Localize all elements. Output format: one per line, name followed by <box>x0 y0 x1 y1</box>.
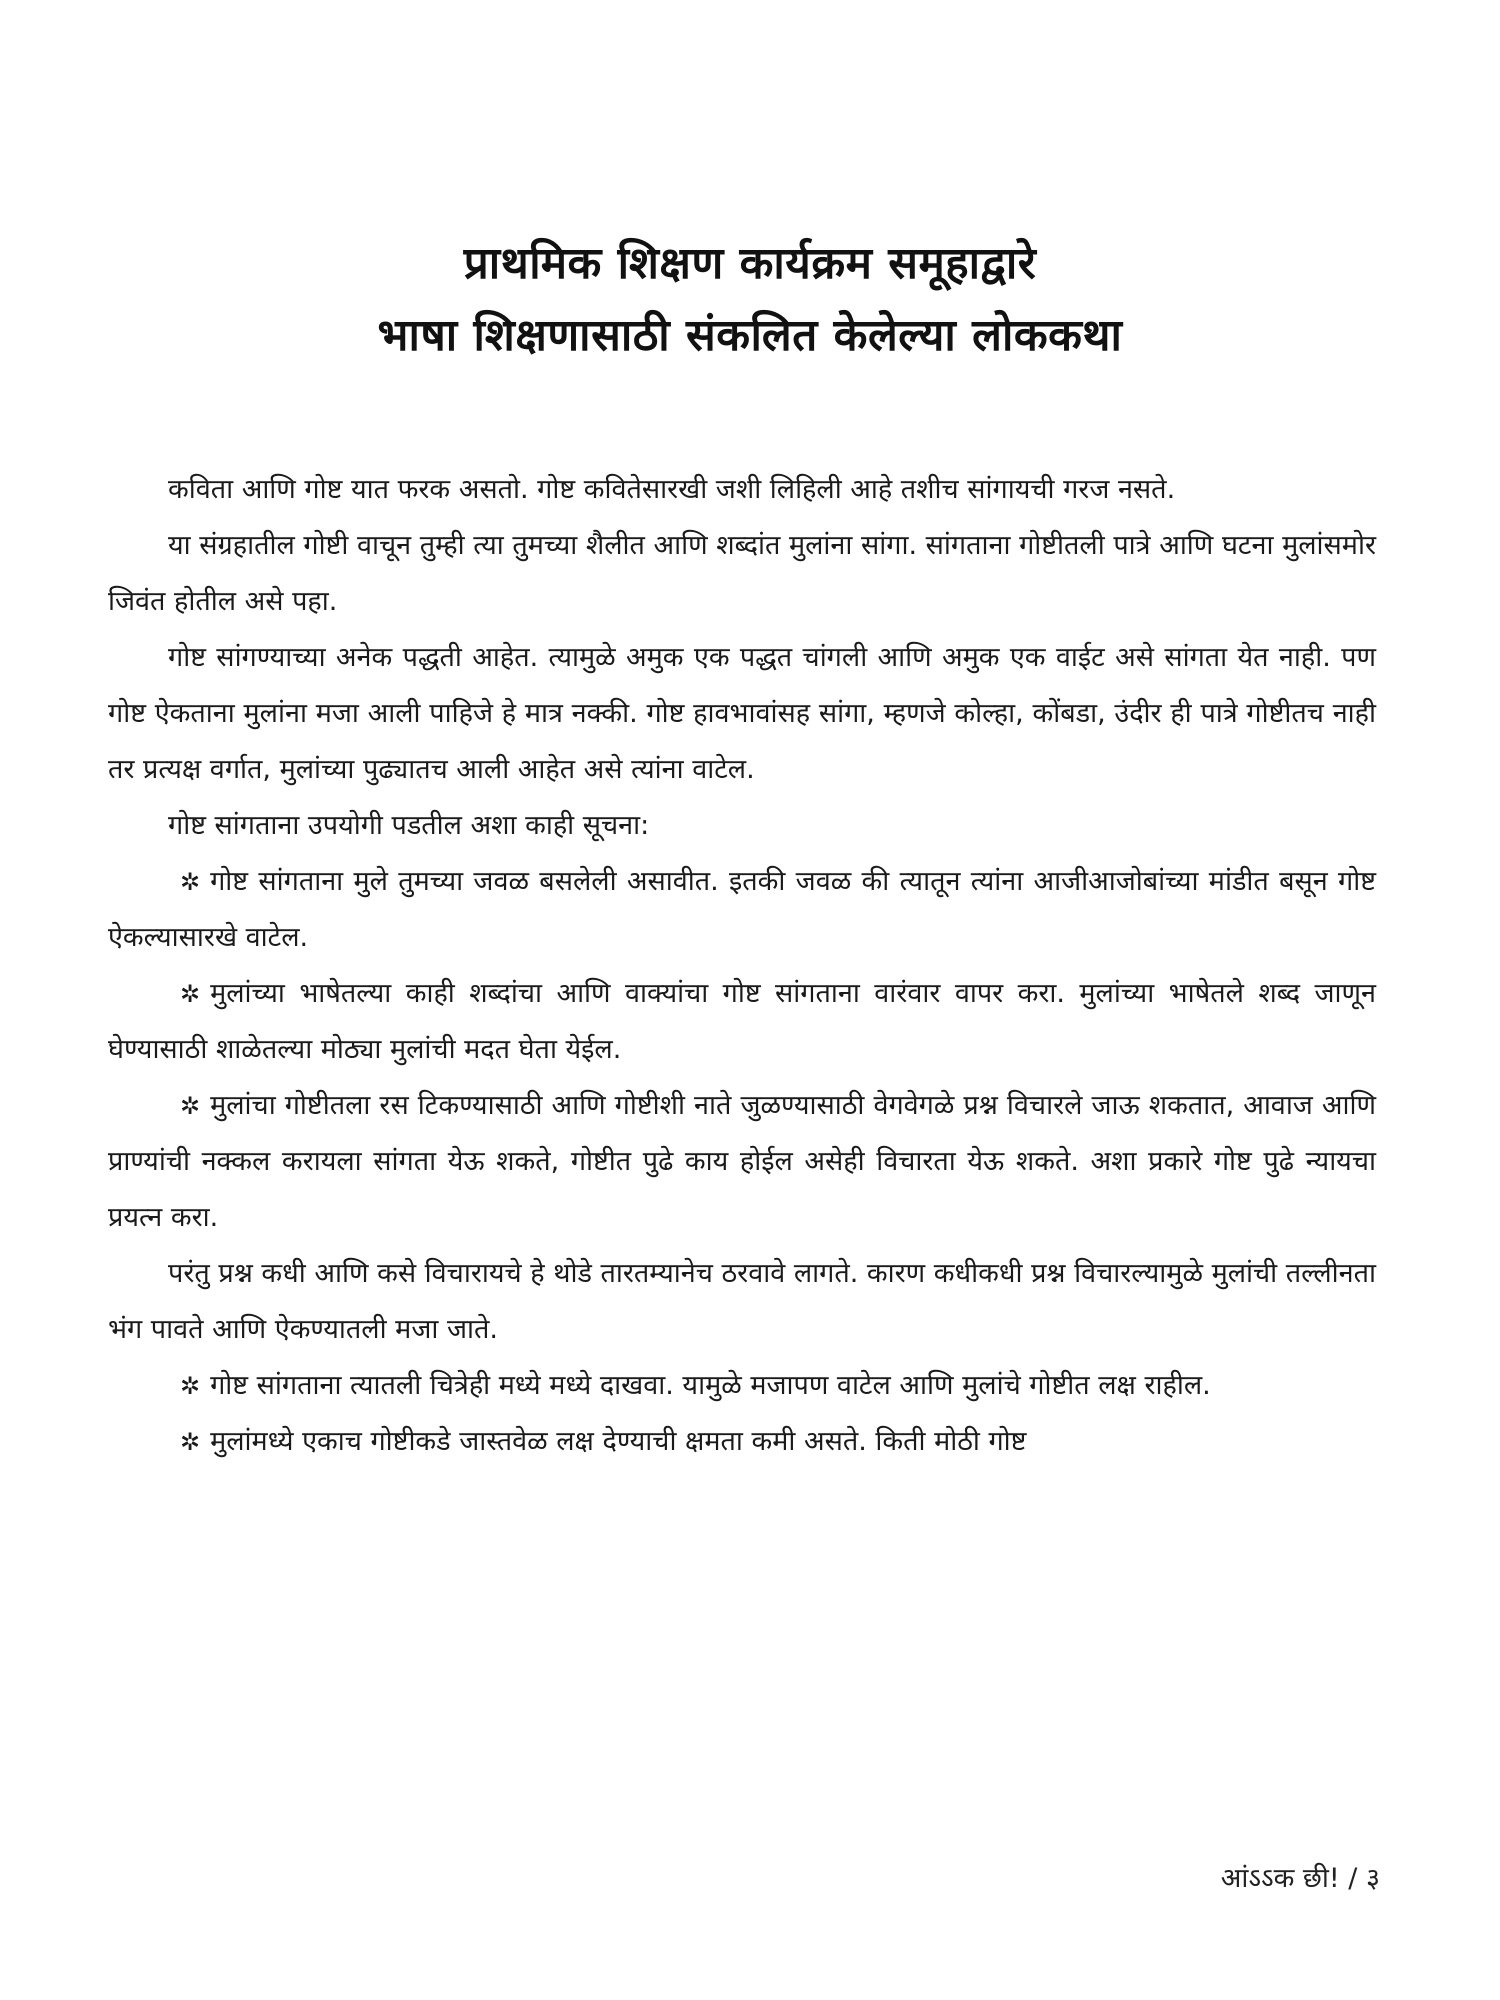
title-line-2: भाषा शिक्षणासाठी संकलित केलेल्या लोककथा <box>377 310 1123 361</box>
asterisk-bullet-icon: ✲ <box>180 1092 201 1120</box>
bullet-paragraph: ✲ गोष्ट सांगताना मुले तुमच्या जवळ बसलेली असावीत. इतकी जवळ की त्यातून त्यांना आजीआजोबांच्या मांडीत बसून गोष्ट ऐकल्यासारखे वाटेल. <box>108 866 1376 953</box>
footer-separator: / <box>1348 1863 1358 1894</box>
bullet-paragraph: ✲ मुलांमध्ये एकाच गोष्टीकडे जास्तवेळ लक्ष देण्याची क्षमता कमी असते. किती मोठी गोष्ट <box>180 1426 1027 1457</box>
asterisk-bullet-icon: ✲ <box>180 1372 201 1400</box>
page-title <box>0 228 1500 372</box>
bullet-paragraph: ✲ मुलांचा गोष्टीतला रस टिकण्यासाठी आणि गोष्टीशी नाते जुळण्यासाठी वेगवेगळे प्रश्न विचारले जाऊ शकतात, आवाज आणि प्राण्यांची नक्कल करायला सांगता येऊ शकते, गोष्टीत पुढे काय होईल असेही विचारता येऊ शकते. अशा प्रकारे गोष्ट पुढे न्यायचा प्रयत्न करा. <box>108 1090 1376 1233</box>
asterisk-bullet-icon: ✲ <box>180 1428 201 1456</box>
paragraph: गोष्ट सांगताना उपयोगी पडतील अशा काही सूचना: <box>168 810 650 841</box>
bullet-paragraph: ✲ मुलांच्या भाषेतल्या काही शब्दांचा आणि वाक्यांचा गोष्ट सांगताना वारंवार वापर करा. मुलांच्या भाषेतले शब्द जाणून घेण्यासाठी शाळेतल्या मोठ्या मुलांची मदत घेता येईल. <box>108 978 1376 1065</box>
footer-book-title: आंऽऽक छी! <box>1220 1863 1340 1894</box>
asterisk-bullet-icon: ✲ <box>180 868 201 896</box>
paragraph: या संग्रहातील गोष्टी वाचून तुम्ही त्या तुमच्या शैलीत आणि शब्दांत मुलांना सांगा. सांगताना गोष्टीतली पात्रे आणि घटना मुलांसमोर जिवंत होतील असे पहा. <box>108 530 1376 617</box>
body-text <box>108 462 1376 1470</box>
title-line-1: प्राथमिक शिक्षण कार्यक्रम समूहाद्वारे <box>463 238 1037 289</box>
paragraph: कविता आणि गोष्ट यात फरक असतो. गोष्ट कवितेसारखी जशी लिहिली आहे तशीच सांगायची गरज नसते. <box>168 474 1176 505</box>
bullet-paragraph: ✲ गोष्ट सांगताना त्यातली चित्रेही मध्ये मध्ये दाखवा. यामुळे मजापण वाटेल आणि मुलांचे गोष्टीत लक्ष राहील. <box>180 1370 1211 1401</box>
paragraph: परंतु प्रश्न कधी आणि कसे विचारायचे हे थोडे तारतम्यानेच ठरवावे लागते. कारण कधीकधी प्रश्न विचारल्यामुळे मुलांची तल्लीनता भंग पावते आणि ऐकण्यातली मजा जाते. <box>108 1258 1376 1345</box>
page-number: ३ <box>1365 1863 1380 1894</box>
paragraph: गोष्ट सांगण्याच्या अनेक पद्धती आहेत. त्यामुळे अमुक एक पद्धत चांगली आणि अमुक एक वाईट असे सांगता येत नाही. पण गोष्ट ऐकताना मुलांना मजा आली पाहिजे हे मात्र नक्की. गोष्ट हावभावांसह सांगा, म्हणजे कोल्हा, कोंबडा, उंदीर ही पात्रे गोष्टीतच नाही तर प्रत्यक्ष वर्गात, मुलांच्या पुढ्यातच आली आहेत असे त्यांना वाटेल. <box>108 642 1376 785</box>
page-footer <box>1221 1858 1380 1895</box>
asterisk-bullet-icon: ✲ <box>180 980 201 1008</box>
